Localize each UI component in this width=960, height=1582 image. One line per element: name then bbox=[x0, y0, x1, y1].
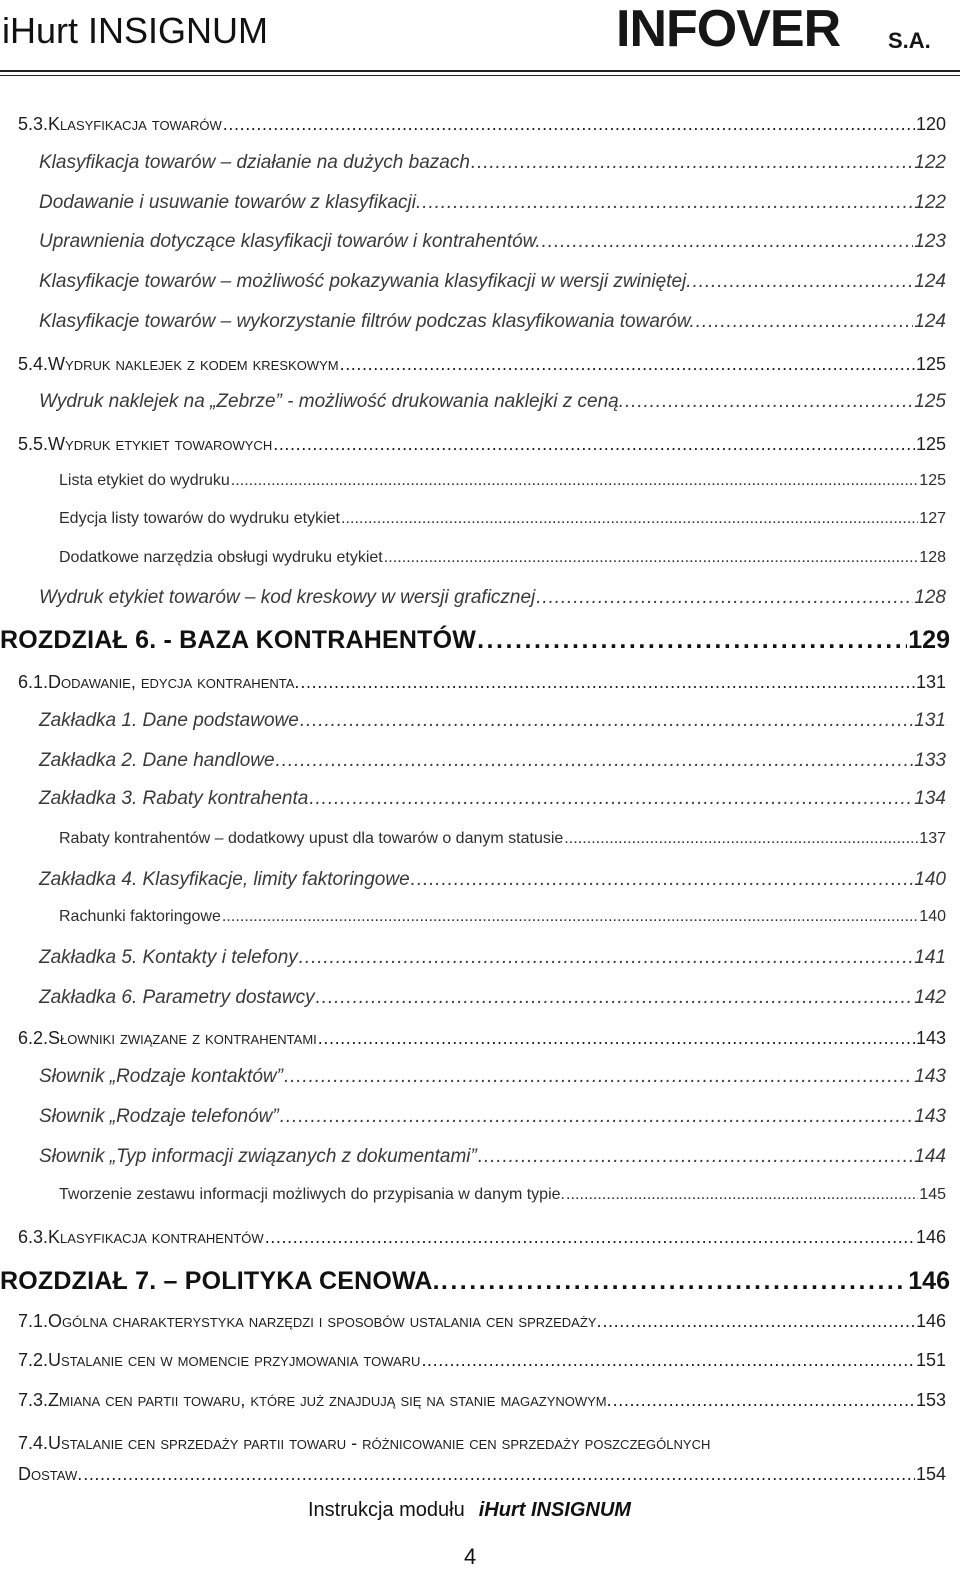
toc-entry[interactable] bbox=[39, 710, 946, 732]
toc-entry-page: 122 bbox=[914, 152, 946, 173]
toc-entry-page: 133 bbox=[914, 750, 946, 771]
toc-entry-label: Wydruk etykiet towarowych bbox=[48, 434, 273, 454]
toc-entry[interactable] bbox=[39, 869, 946, 891]
toc-entry-page: 125 bbox=[915, 434, 946, 454]
toc-entry[interactable] bbox=[18, 672, 946, 693]
toc-leader-dots bbox=[223, 114, 915, 135]
toc-entry-number: 7.1. bbox=[18, 1311, 49, 1331]
toc-entry-page: 143 bbox=[914, 1106, 946, 1127]
toc-leader-dots bbox=[265, 1227, 915, 1248]
toc-leader-dots bbox=[384, 549, 919, 567]
toc-leader-dots bbox=[441, 1267, 907, 1296]
toc-entry-label: Wydruk naklejek z kodem kreskowym bbox=[48, 354, 339, 374]
toc-entry-label: ROZDZIAŁ 6. - BAZA KONTRAHENTÓW bbox=[0, 626, 477, 654]
toc-entry-label: Dodawanie, edycja kontrahenta. bbox=[48, 672, 300, 692]
page-number: 4 bbox=[464, 1544, 477, 1569]
toc-entry-label: Tworzenie zestawu informacji możliwych do przypisania w danym typie. bbox=[59, 1186, 565, 1203]
toc-entry-label: Klasyfikacja towarów bbox=[48, 114, 222, 134]
toc-chapter-entry[interactable] bbox=[0, 626, 950, 655]
toc-entry-label: Ogólna charakterystyka narzędzi i sposobów ustalania cen sprzedaży. bbox=[48, 1311, 602, 1331]
toc-leader-dots bbox=[318, 1028, 915, 1049]
toc-entry-page: 128 bbox=[919, 549, 946, 566]
toc-entry[interactable] bbox=[39, 152, 946, 174]
toc-entry-page: 141 bbox=[914, 947, 946, 968]
footer-text: Instrukcja modułu bbox=[308, 1499, 465, 1521]
toc-entry-page: 124 bbox=[914, 271, 946, 292]
toc-chapter-entry[interactable] bbox=[0, 1267, 950, 1296]
toc-entry-label: Klasyfikacje towarów – możliwość pokazywania klasyfikacji w wersji zwiniętej. bbox=[39, 271, 692, 292]
toc-leader-dots bbox=[478, 1146, 913, 1168]
toc-entry-page: 122 bbox=[914, 192, 946, 213]
toc-leader-dots bbox=[300, 672, 915, 693]
toc-leader-dots bbox=[602, 1311, 915, 1332]
toc-entry-label: Ustalanie cen sprzedaży partii towaru - różnicowanie cen sprzedaży poszczególnych bbox=[48, 1433, 711, 1453]
toc-entry-page: 134 bbox=[914, 788, 946, 809]
toc-entry-label: Zakładka 5. Kontakty i telefony bbox=[39, 947, 298, 968]
header-title: iHurt INSIGNUM bbox=[2, 10, 269, 51]
toc-entry-number: 7.3. bbox=[18, 1390, 49, 1410]
toc-leader-dots bbox=[300, 710, 913, 732]
toc-entry-page: 142 bbox=[914, 987, 946, 1008]
toc-entry-page: 124 bbox=[914, 311, 946, 332]
toc-entry-label: Zakładka 1. Dane podstawowe bbox=[39, 710, 299, 731]
toc-entry-number: 7.4. bbox=[18, 1433, 49, 1453]
toc-leader-dots bbox=[299, 947, 914, 969]
footer bbox=[308, 1499, 631, 1522]
toc-entry[interactable] bbox=[18, 1227, 946, 1248]
toc-entry-page: 125 bbox=[915, 354, 946, 374]
toc-entry-page: 144 bbox=[914, 1146, 946, 1167]
toc-entry-label: Zakładka 2. Dane handlowe bbox=[39, 750, 275, 771]
toc-entry-label: Słownik „Rodzaje kontaktów” bbox=[39, 1066, 283, 1087]
toc-entry[interactable] bbox=[18, 1028, 946, 1049]
toc-entry-number: 6.3. bbox=[18, 1227, 49, 1247]
toc-entry-page: 153 bbox=[915, 1390, 946, 1410]
toc-entry[interactable] bbox=[59, 549, 946, 567]
toc-leader-dots bbox=[276, 750, 914, 772]
toc-entry[interactable] bbox=[39, 1106, 946, 1128]
toc-leader-dots bbox=[316, 987, 914, 1009]
toc-leader-dots bbox=[566, 1186, 918, 1204]
toc-entry-label: Słownik „Typ informacji związanych z dokumentami” bbox=[39, 1146, 477, 1167]
toc-leader-dots bbox=[231, 472, 919, 490]
toc-entry-label: Ustalanie cen w momencie przyjmowania towaru bbox=[48, 1350, 421, 1370]
toc-entry[interactable] bbox=[39, 987, 946, 1009]
toc-entry[interactable] bbox=[39, 1066, 946, 1088]
toc-entry-page: 123 bbox=[914, 231, 946, 252]
toc-entry-page: 125 bbox=[914, 391, 946, 412]
toc-entry-page: 146 bbox=[915, 1311, 946, 1331]
toc-entry-label: Słownik „Rodzaje telefonów” bbox=[39, 1106, 279, 1127]
toc-entry-label: Uprawnienia dotyczące klasyfikacji towarów i kontrahentów. bbox=[39, 231, 541, 252]
toc-entry[interactable] bbox=[39, 231, 946, 253]
toc-entry-number: 6.1. bbox=[18, 672, 49, 692]
toc-entry-label: Zakładka 6. Parametry dostawcy bbox=[39, 987, 315, 1008]
toc-entry-page: 146 bbox=[908, 1267, 950, 1295]
footer-product: iHurt INSIGNUM bbox=[478, 1499, 631, 1521]
toc-leader-dots bbox=[411, 869, 914, 891]
toc-entry-label: Dodawanie i usuwanie towarów z klasyfikacji. bbox=[39, 192, 422, 213]
toc-leader-dots bbox=[341, 510, 918, 528]
toc-entry-page: 154 bbox=[915, 1464, 946, 1484]
toc-entry[interactable] bbox=[18, 1311, 946, 1332]
toc-entry[interactable] bbox=[39, 1146, 946, 1168]
toc-entry[interactable] bbox=[18, 1350, 946, 1371]
toc-entry-page: 140 bbox=[919, 908, 946, 925]
toc-leader-dots bbox=[536, 587, 913, 609]
toc-entry-page: 146 bbox=[915, 1227, 946, 1247]
toc-entry-label: Wydruk etykiet towarów – kod kreskowy w wersji graficznej bbox=[39, 587, 536, 608]
toc-entry[interactable] bbox=[39, 192, 946, 214]
toc-leader-dots bbox=[625, 391, 913, 413]
toc-entry-page: 137 bbox=[919, 830, 946, 847]
toc-entry-page: 127 bbox=[919, 510, 946, 527]
toc-entry-label: Dodatkowe narzędzia obsługi wydruku etykiet bbox=[59, 549, 383, 566]
toc-entry-page: 143 bbox=[914, 1066, 946, 1087]
toc-entry-number: 6.2. bbox=[18, 1028, 49, 1048]
toc-entry-page: 120 bbox=[915, 114, 946, 134]
toc-entry-label: Lista etykiet do wydruku bbox=[59, 472, 230, 489]
toc-entry-label: ROZDZIAŁ 7. – POLITYKA CENOWA. bbox=[0, 1267, 440, 1295]
toc-entry-page: 129 bbox=[908, 626, 950, 654]
toc-leader-dots bbox=[83, 1464, 915, 1485]
toc-leader-dots bbox=[422, 192, 913, 214]
toc-entry-label: Edycja listy towarów do wydruku etykiet bbox=[59, 510, 340, 527]
toc-entry-label: Słowniki związane z kontrahentami bbox=[48, 1028, 317, 1048]
toc-entry-number: 5.5. bbox=[18, 434, 49, 454]
toc-entry[interactable] bbox=[59, 908, 946, 926]
toc-entry[interactable] bbox=[39, 311, 946, 333]
toc-entry-label: Rachunki faktoringowe bbox=[59, 908, 221, 925]
toc-entry-page: 128 bbox=[914, 587, 946, 608]
toc-leader-dots bbox=[693, 271, 914, 293]
toc-leader-dots bbox=[564, 830, 918, 848]
toc-entry[interactable] bbox=[59, 472, 946, 490]
toc-leader-dots bbox=[471, 152, 913, 174]
toc-entry[interactable] bbox=[18, 354, 946, 375]
toc-leader-dots bbox=[340, 354, 915, 375]
toc-entry[interactable] bbox=[18, 434, 946, 455]
toc-entry-number: 5.3. bbox=[18, 114, 49, 134]
toc-entry-label: Rabaty kontrahentów – dodatkowy upust dla towarów o danym statusie bbox=[59, 830, 564, 847]
toc-entry-number: 7.2. bbox=[18, 1350, 49, 1370]
toc-entry-label: Klasyfikacja towarów – działanie na dużych bazach bbox=[39, 152, 470, 173]
toc-entry[interactable] bbox=[39, 750, 946, 772]
toc-entry-label: Klasyfikacje towarów – wykorzystanie filtrów podczas klasyfikowania towarów. bbox=[39, 311, 695, 332]
toc-entry-page: 131 bbox=[915, 672, 946, 692]
toc-entry[interactable] bbox=[39, 391, 946, 413]
toc-entry-label: Dostaw. bbox=[18, 1464, 83, 1484]
toc-entry-page: 125 bbox=[919, 472, 946, 489]
toc-entry-label: Zakładka 3. Rabaty kontrahenta bbox=[39, 788, 309, 809]
toc-entry-page: 151 bbox=[915, 1350, 946, 1370]
toc-leader-dots bbox=[696, 311, 914, 333]
toc-entry-number: 5.4. bbox=[18, 354, 49, 374]
toc-entry[interactable] bbox=[39, 788, 946, 810]
toc-leader-dots bbox=[421, 1350, 915, 1371]
toc-entry-continuation[interactable] bbox=[18, 1464, 946, 1485]
logo-text: INFOVER bbox=[616, 2, 841, 58]
toc-entry[interactable] bbox=[18, 114, 946, 135]
toc-leader-dots bbox=[284, 1066, 913, 1088]
toc-entry-page: 145 bbox=[919, 1186, 946, 1203]
toc-leader-dots bbox=[273, 434, 915, 455]
toc-entry-page: 143 bbox=[915, 1028, 946, 1048]
toc-entry[interactable] bbox=[39, 271, 946, 293]
toc-entry[interactable] bbox=[39, 947, 946, 969]
toc-entry-page: 131 bbox=[914, 710, 946, 731]
toc-entry-label: Wydruk naklejek na „Zebrze” - możliwość drukowania naklejki z ceną. bbox=[39, 391, 625, 412]
toc-entry[interactable] bbox=[59, 1186, 946, 1204]
toc-leader-dots bbox=[542, 231, 914, 253]
toc-entry[interactable] bbox=[59, 510, 946, 528]
toc-entry-page: 140 bbox=[914, 869, 946, 890]
toc-entry[interactable] bbox=[39, 587, 946, 609]
toc-leader-dots bbox=[280, 1106, 914, 1128]
toc-leader-dots bbox=[613, 1390, 915, 1411]
toc-entry[interactable] bbox=[18, 1390, 946, 1411]
toc-leader-dots bbox=[477, 626, 907, 655]
toc-leader-dots bbox=[309, 788, 913, 810]
toc-entry-label: Zakładka 4. Klasyfikacje, limity faktoringowe bbox=[39, 869, 410, 890]
logo-suffix: S.A. bbox=[888, 28, 931, 53]
toc-leader-dots bbox=[222, 908, 918, 926]
toc-entry-label: Zmiana cen partii towaru, które już znajdują się na stanie magazynowym. bbox=[48, 1390, 612, 1410]
toc-entry[interactable] bbox=[59, 830, 946, 848]
toc-entry[interactable] bbox=[18, 1433, 946, 1454]
toc-entry-label: Klasyfikacja kontrahentów bbox=[48, 1227, 264, 1247]
